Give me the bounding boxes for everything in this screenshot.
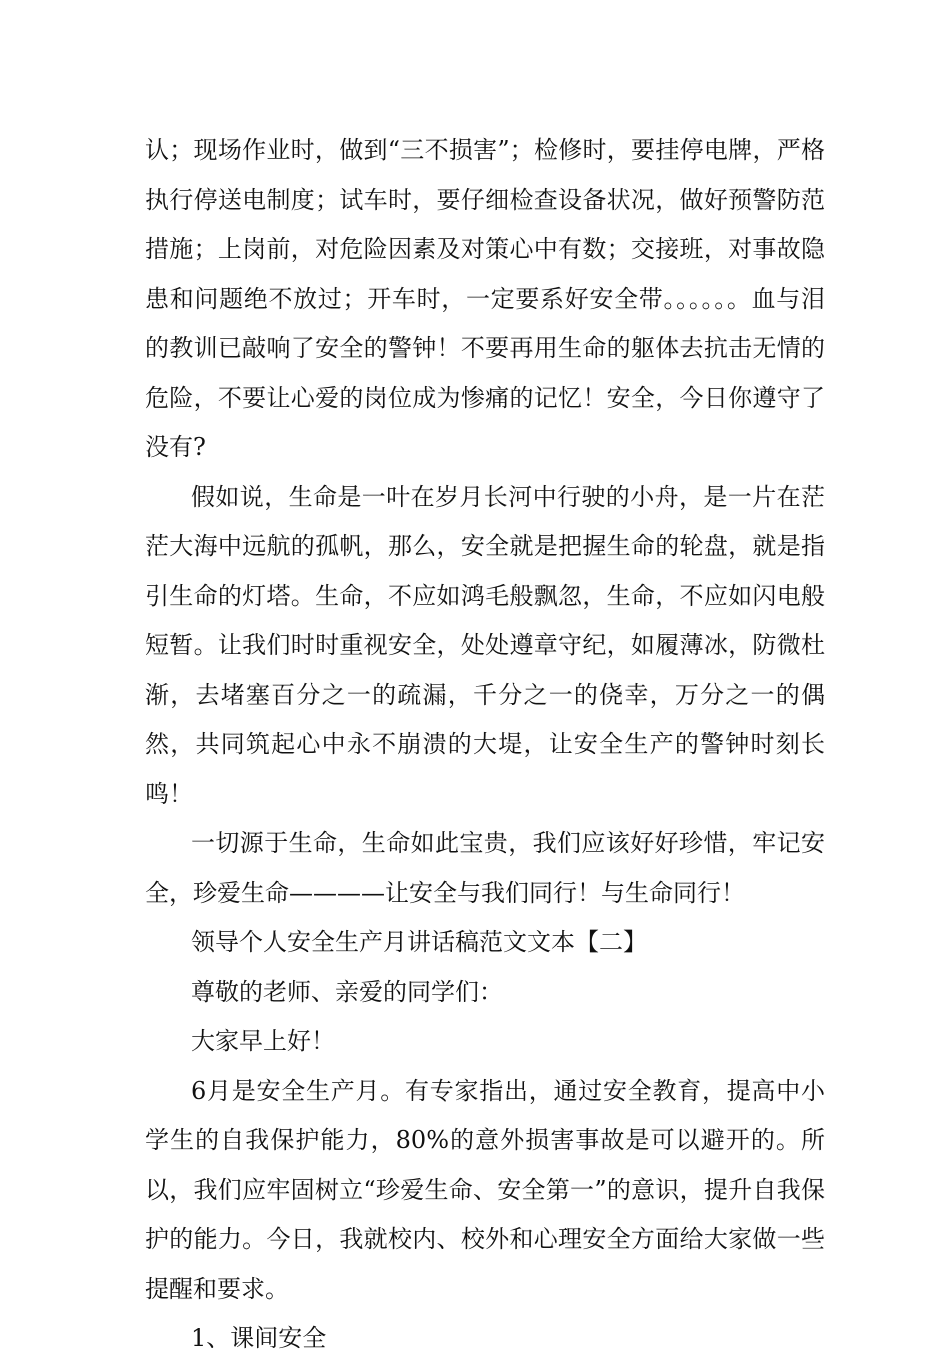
greeting: 大家早上好！	[191, 1027, 335, 1055]
document-body	[145, 126, 825, 1364]
section-heading: 领导个人安全生产月讲话稿范文文本【二】	[191, 928, 647, 956]
paragraph-continuation: 认；现场作业时，做到“三不损害”；检修时，要挂停电牌，严格执行停送电制度；试车时，要仔细检查设备状况，做好预警防范措施；上岗前，对危险因素及对策心中有数；交接班，对事故隐患和问题绝不放过；开车时，一定要系好安全带。。。。。。血与泪的教训已敲响了安全的警钟！不要再用生命的躯体去抗击无情的危险，不要让心爱的岗位成为惨痛的记忆！安全，今日你遵守了没有?	[145, 136, 825, 461]
subheading-break-safety: 1、课间安全	[191, 1324, 327, 1352]
salutation: 尊敬的老师、亲爱的同学们：	[191, 977, 503, 1006]
paragraph-life-boat: 假如说，生命是一叶在岁月长河中行驶的小舟，是一片在茫茫大海中远航的孤帆，那么，安全就是把握生命的轮盘，就是指引生命的灯塔。生命，不应如鸿毛般飘忽，生命，不应如闪电般短暂。让我们时时重视安全，处处遵章守纪，如履薄冰，防微杜渐，去堵塞百分之一的疏漏，千分之一的侥幸，万分之一的偶然，共同筑起心中永不崩溃的大堤，让安全生产的警钟时刻长鸣！	[145, 482, 825, 808]
paragraph-cherish-life: 一切源于生命，生命如此宝贵，我们应该好好珍惜，牢记安全，珍爱生命————让安全与我们同行！与生命同行！	[145, 829, 825, 907]
paragraph-safety-month: 6月是安全生产月。有专家指出，通过安全教育，提高中小学生的自我保护能力，80%的意外损害事故是可以避开的。所以，我们应牢固树立“珍爱生命、安全第一”的意识，提升自我保护的能力。今日，我就校内、校外和心理安全方面给大家做一些提醒和要求。	[145, 1076, 825, 1303]
